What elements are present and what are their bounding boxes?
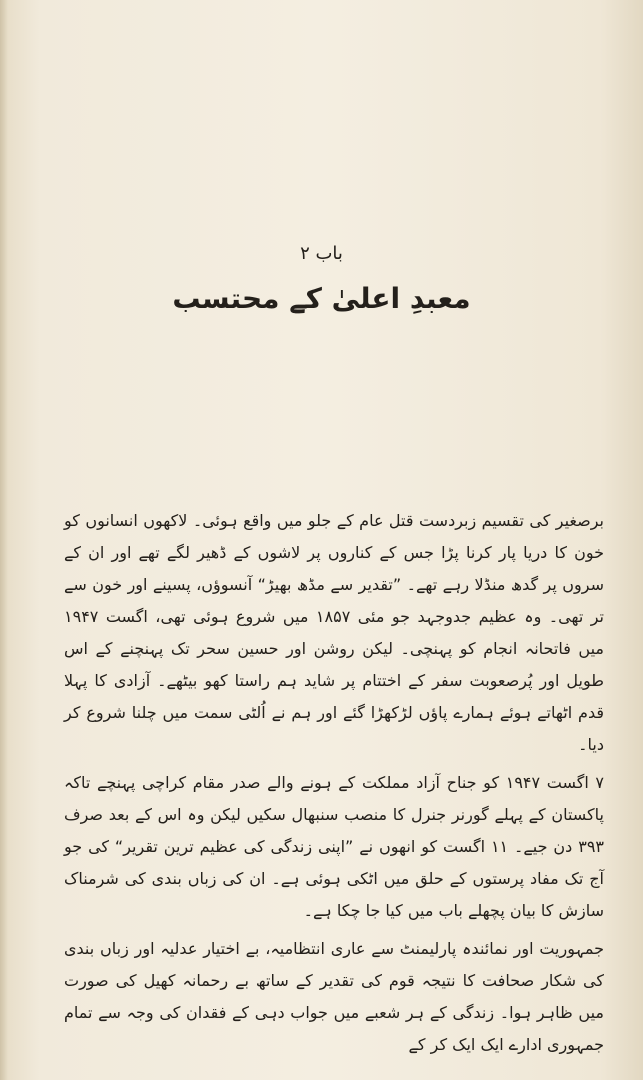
paragraph: ۷ اگست ۱۹۴۷ کو جناح آزاد مملکت کے ہونے والے صدر مقام کراچی پہنچے تاکہ پاکستان کے پہلے گورنر جنرل کا منصب سنبھال سکیں لیکن وہ اس کے بعد صرف ۳۹۳ دن جیے۔ ۱۱ اگست کو انھوں نے ”اپنی زندگی کی عظیم ترین تقریر“ کی جو آج تک مفاد پرستوں کے حلق میں اٹکی ہوئی ہے۔ ان کی زباں بندی کی شرمناک سازش کا بیان پچھلے باب میں کیا جا چکا ہے۔	[64, 773, 605, 920]
chapter-body	[64, 505, 604, 1067]
paragraph: جمہوریت اور نمائندہ پارلیمنٹ سے عاری انتظامیہ، بے اختیار عدلیہ اور زباں بندی کی شکار صحافت کا نتیجہ قوم کی تقدیر کے ساتھ بے رحمانہ کھیل کی صورت میں ظاہر ہوا۔ زندگی کے ہر شعبے میں جواب دہی کے فقدان کی وجہ سے تمام جمہوری ادارے ایک ایک کر کے	[64, 939, 604, 1054]
paragraph: برصغیر کی تقسیم زبردست قتل عام کے جلو میں واقع ہوئی۔ لاکھوں انسانوں کو خون کا دریا پار کرنا پڑا جس کے کناروں پر لاشوں کے ڈھیر لگے تھے اور ان کے سروں پر گدھ منڈلا رہے تھے۔ ”تقدیر سے مڈھ بھیڑ“ آنسوؤں، پسینے اور خون سے تر تھی۔ وہ عظیم جدوجہد جو مئی ۱۸۵۷ میں شروع ہوئی تھی، اگست ۱۹۴۷ میں فاتحانہ انجام کو پہنچی۔ لیکن روشن اور حسین سحر تک پہنچنے کے اس طویل اور پُرصعوبت سفر کے اختتام پر شاید ہم راستا کھو بیٹھے۔ آزادی کا پہلا قدم اٹھاتے ہوئے ہمارے پاؤں لڑکھڑا گئے اور ہم نے اُلٹی سمت میں چلنا شروع کر دیا۔	[64, 511, 604, 754]
page-binding-edge	[0, 0, 8, 1080]
chapter-number: باب ۲	[300, 243, 343, 264]
chapter-title: معبدِ اعلیٰ کے محتسب	[172, 282, 471, 315]
